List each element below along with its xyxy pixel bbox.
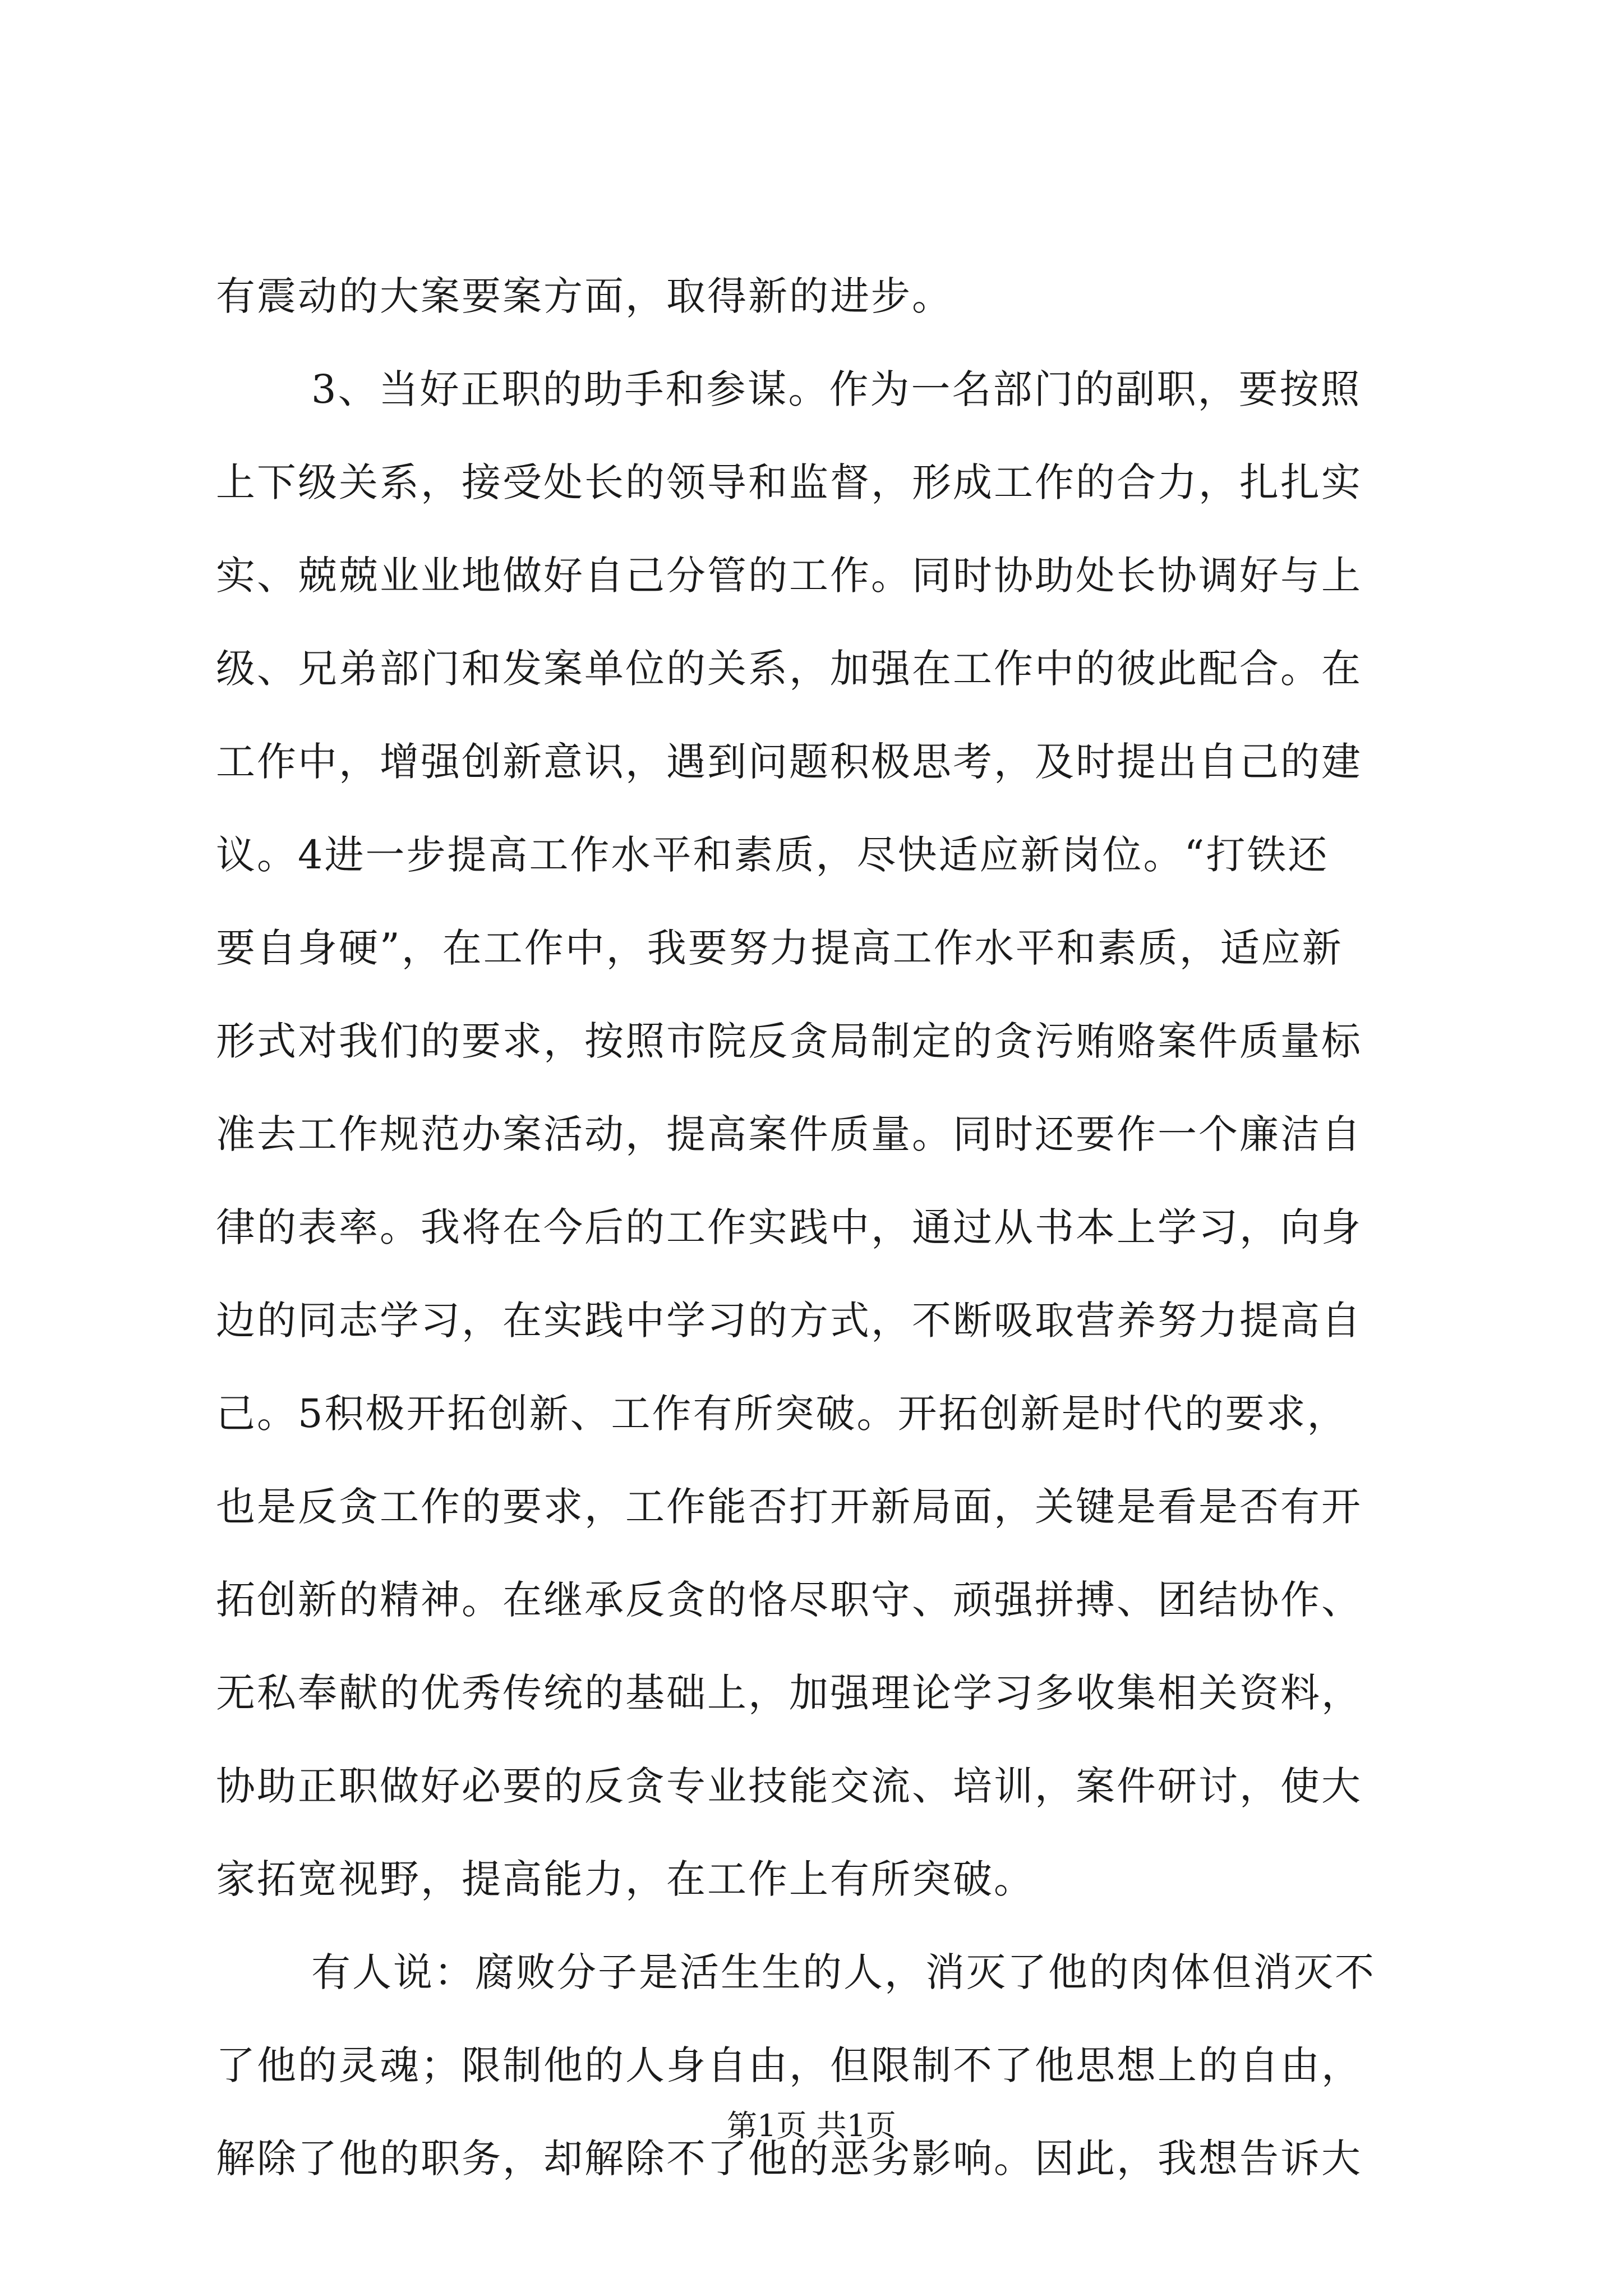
text-line: 解除了他的职务，却解除不了他的恶劣影响。因此，我想告诉大 [216, 2136, 1362, 2182]
text-line: 了他的灵魂；限制他的人身自由，但限制不了他思想上的自由， [216, 2042, 1362, 2088]
text-line: 上下级关系，接受处长的领导和监督，形成工作的合力，扎扎实 [216, 459, 1362, 505]
text-line: 边的同志学习，在实践中学习的方式，不断吸取营养努力提高自 [216, 1297, 1362, 1343]
text-line: 级、兄弟部门和发案单位的关系，加强在工作中的彼此配合。在 [216, 646, 1362, 692]
text-line: 准去工作规范办案活动，提高案件质量。同时还要作一个廉洁自 [216, 1111, 1362, 1157]
text-line: 家拓宽视野，提高能力，在工作上有所突破。 [216, 1856, 1035, 1902]
text-line: 要自身硬”，在工作中，我要努力提高工作水平和素质，适应新 [216, 925, 1343, 971]
text-line: 实、兢兢业业地做好自己分管的工作。同时协助处长协调好与上 [216, 553, 1362, 599]
text-line: 拓创新的精神。在继承反贪的恪尽职守、顽强拼搏、团结协作、 [216, 1577, 1362, 1623]
text-line: 也是反贪工作的要求，工作能否打开新局面，关键是看是否有开 [216, 1484, 1362, 1530]
text-line: 协助正职做好必要的反贪专业技能交流、培训，案件研讨，使大 [216, 1763, 1362, 1809]
page-footer: 第1页 共1页 [727, 2108, 896, 2143]
text-line: 3、当好正职的助手和参谋。作为一名部门的副职，要按照 [311, 366, 1362, 412]
text-line: 议。4进一步提高工作水平和素质，尽快适应新岗位。“打铁还 [216, 832, 1329, 878]
text-line: 己。5积极开拓创新、工作有所突破。开拓创新是时代的要求， [216, 1391, 1348, 1437]
text-line: 形式对我们的要求，按照市院反贪局制定的贪污贿赂案件质量标 [216, 1018, 1362, 1064]
text-line: 无私奉献的优秀传统的基础上，加强理论学习多收集相关资料， [216, 1670, 1362, 1716]
text-line: 有人说：腐败分子是活生生的人，消灭了他的肉体但消灭不 [311, 1949, 1376, 1995]
text-line: 工作中，增强创新意识，遇到问题积极思考，及时提出自己的建 [216, 739, 1362, 785]
text-line: 律的表率。我将在今后的工作实践中，通过从书本上学习，向身 [216, 1204, 1362, 1250]
document-body [216, 250, 1410, 2205]
text-line: 有震动的大案要案方面，取得新的进步。 [216, 273, 953, 319]
